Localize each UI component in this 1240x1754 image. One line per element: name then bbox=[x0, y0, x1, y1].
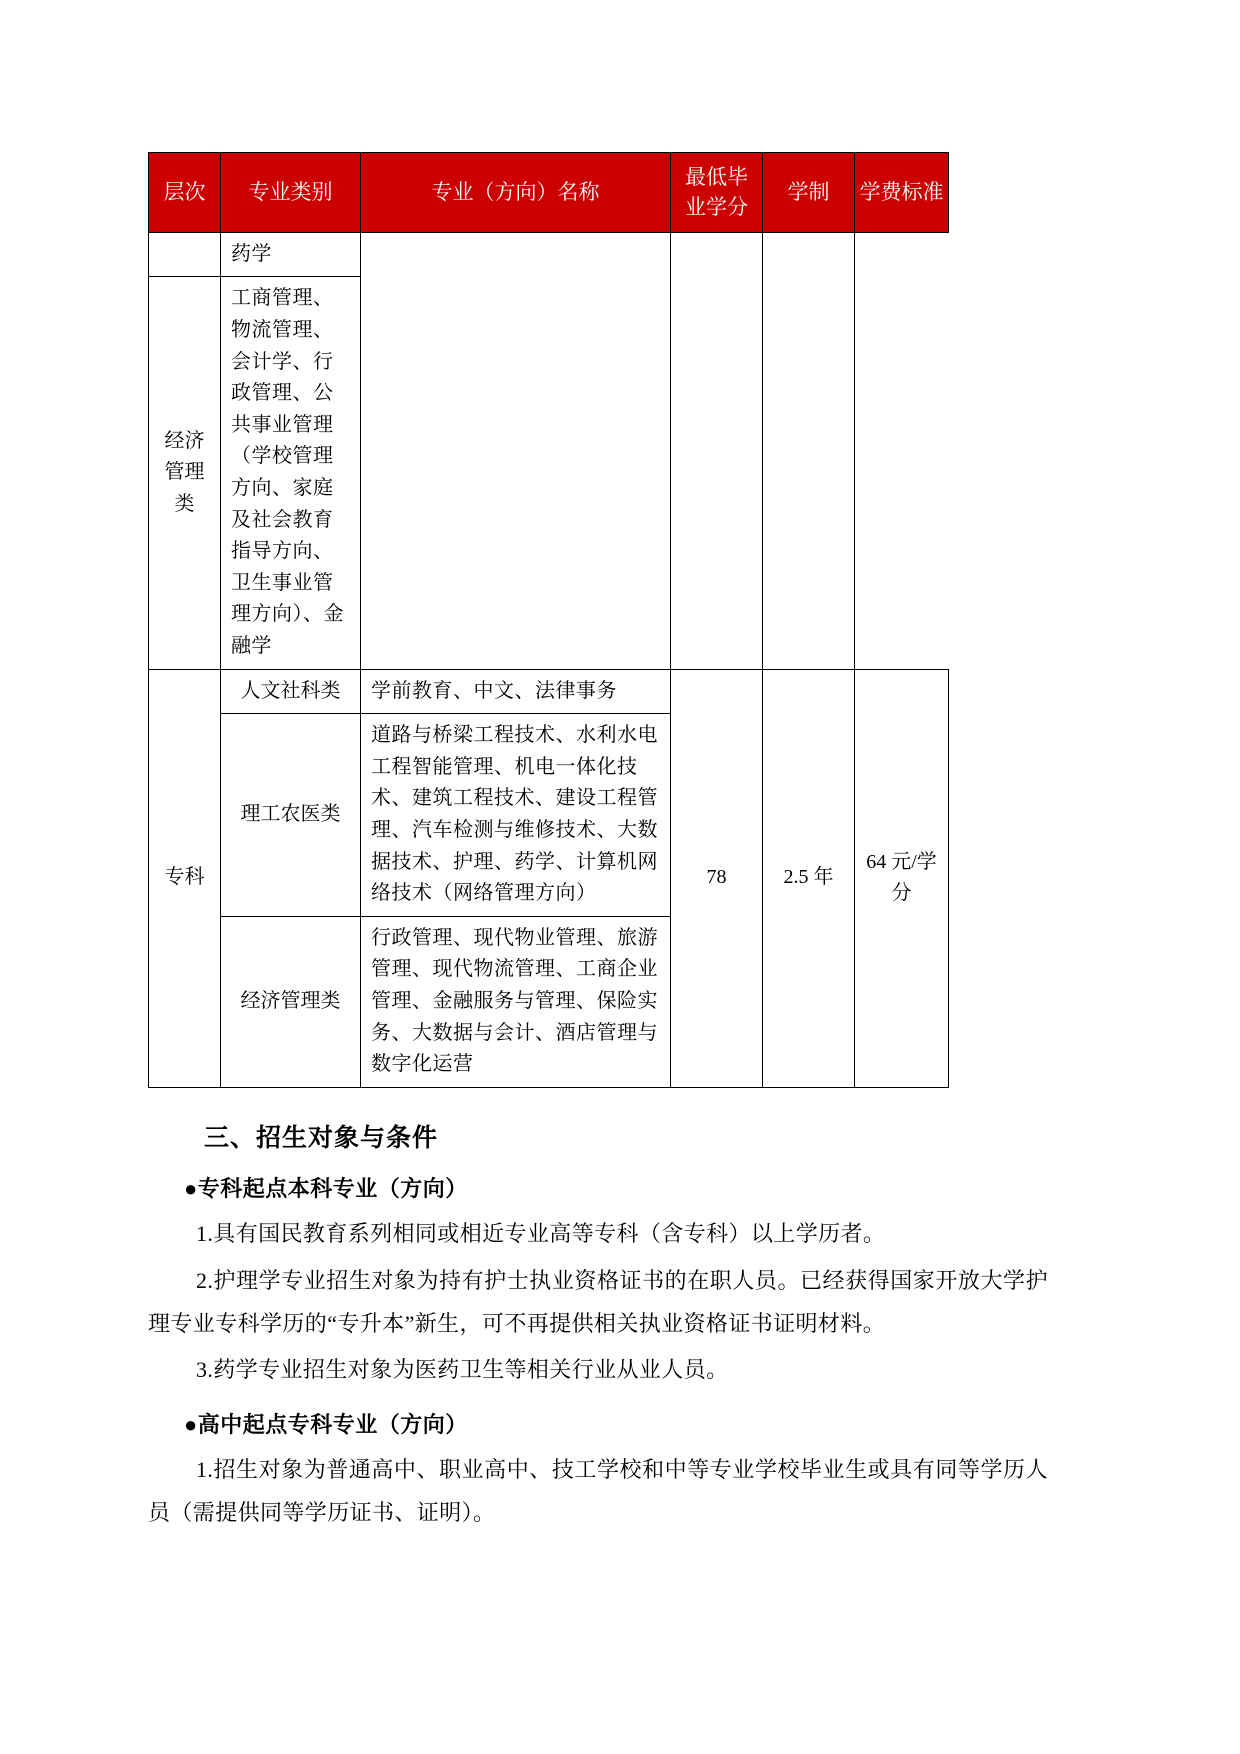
row-school-system-empty bbox=[671, 232, 763, 669]
row-tuition-empty bbox=[763, 232, 855, 669]
row-level: 专科 bbox=[149, 669, 221, 1087]
row-major: 学前教育、中文、法律事务 bbox=[361, 669, 671, 714]
subsection-title-undergraduate: ●专科起点本科专业（方向） bbox=[184, 1175, 468, 1201]
paragraph: 2.护理学专业招生对象为持有护士执业资格证书的在职人员。已经获得国家开放大学护理专业专科学历的“专升本”新生，可不再提供相关执业资格证书证明材料。 bbox=[148, 1267, 1048, 1336]
row-category: 理工农医类 bbox=[221, 714, 361, 917]
row-major: 道路与桥梁工程技术、水利水电工程智能管理、机电一体化技术、建筑工程技术、建设工程管理、汽车检测与维修技术、大数据技术、护理、药学、计算机网络技术（网络管理方向） bbox=[361, 714, 671, 917]
row-category bbox=[149, 232, 221, 277]
row-min-credits: 78 bbox=[671, 669, 763, 1087]
row-major: 行政管理、现代物业管理、旅游管理、现代物流管理、工商企业管理、金融服务与管理、保险实务、大数据与会计、酒店管理与数字化运营 bbox=[361, 916, 671, 1087]
row-category: 经济管理类 bbox=[149, 277, 221, 669]
row-category: 经济管理类 bbox=[221, 916, 361, 1087]
row-major: 药学 bbox=[221, 232, 361, 277]
row-school-system: 2.5 年 bbox=[763, 669, 855, 1087]
header-tuition: 学费标准 bbox=[855, 153, 949, 233]
table-row bbox=[149, 669, 949, 714]
header-level: 层次 bbox=[149, 153, 221, 233]
header-school-system: 学制 bbox=[763, 153, 855, 233]
paragraph: 3.药学专业招生对象为医药卫生等相关行业从业人员。 bbox=[196, 1357, 729, 1383]
table-header-row bbox=[149, 153, 949, 233]
document-page bbox=[148, 0, 1092, 1539]
paragraph: 1.具有国民教育系列相同或相近专业高等专科（含专科）以上学历者。 bbox=[196, 1220, 886, 1246]
majors-table bbox=[148, 152, 949, 1088]
paragraph: 1.招生对象为普通高中、职业高中、技工学校和中等专业学校毕业生或具有同等学历人员（需提供同等学历证书、证明）。 bbox=[148, 1457, 1048, 1526]
header-category: 专业类别 bbox=[221, 153, 361, 233]
table-row bbox=[149, 232, 949, 277]
header-major: 专业（方向）名称 bbox=[361, 153, 671, 233]
header-min-credits: 最低毕业学分 bbox=[671, 153, 763, 233]
subsection-title-college: ●高中起点专科专业（方向） bbox=[184, 1412, 468, 1438]
row-category: 人文社科类 bbox=[221, 669, 361, 714]
row-min-credits-empty bbox=[361, 232, 671, 669]
section-title: 三、招生对象与条件 bbox=[204, 1123, 439, 1152]
row-major: 工商管理、物流管理、会计学、行政管理、公共事业管理（学校管理方向、家庭及社会教育指导方向、卫生事业管理方向）、金融学 bbox=[221, 277, 361, 669]
row-tuition: 64 元/学分 bbox=[855, 669, 949, 1087]
